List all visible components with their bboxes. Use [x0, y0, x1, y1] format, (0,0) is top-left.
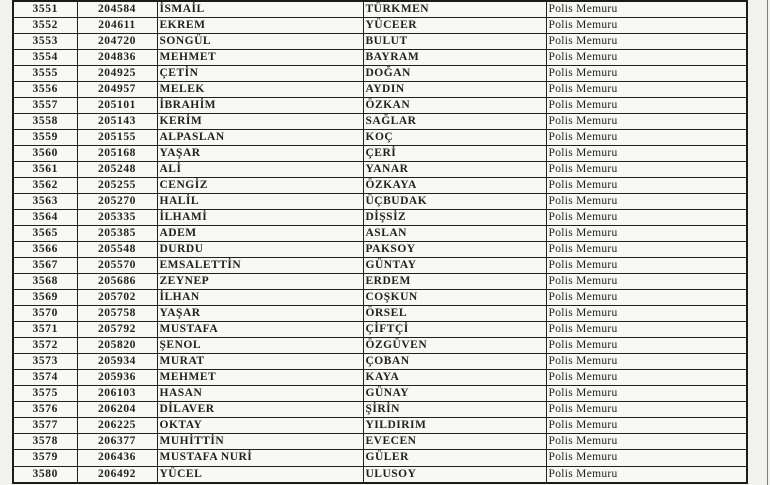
personnel-table-body [13, 1, 747, 483]
title-cell: Polis Memuru [546, 34, 747, 50]
row-number-cell: 3551 [13, 1, 77, 18]
first-name-cell: MEHMET [157, 370, 363, 386]
first-name-cell: MURAT [157, 354, 363, 370]
last-name-cell: TÜRKMEN [363, 1, 546, 18]
title-cell: Polis Memuru [546, 370, 747, 386]
title-cell: Polis Memuru [546, 338, 747, 354]
title-cell: Polis Memuru [546, 178, 747, 194]
table-row [13, 178, 747, 194]
title-cell: Polis Memuru [546, 434, 747, 450]
title-cell: Polis Memuru [546, 114, 747, 130]
title-cell: Polis Memuru [546, 466, 747, 483]
title-cell: Polis Memuru [546, 418, 747, 434]
row-number-cell: 3568 [13, 274, 77, 290]
title-cell: Polis Memuru [546, 386, 747, 402]
table-row [13, 18, 747, 34]
row-number-cell: 3562 [13, 178, 77, 194]
row-number-cell: 3573 [13, 354, 77, 370]
last-name-cell: ULUSOY [363, 466, 546, 483]
row-number-cell: 3574 [13, 370, 77, 386]
row-number-cell: 3578 [13, 434, 77, 450]
table-row [13, 34, 747, 50]
row-number-cell: 3564 [13, 210, 77, 226]
table-row [13, 338, 747, 354]
last-name-cell: ÜÇBUDAK [363, 194, 546, 210]
registration-number-cell: 205168 [77, 146, 157, 162]
last-name-cell: DİŞSİZ [363, 210, 546, 226]
row-number-cell: 3567 [13, 258, 77, 274]
table-row [13, 258, 747, 274]
row-number-cell: 3558 [13, 114, 77, 130]
first-name-cell: MEHMET [157, 50, 363, 66]
first-name-cell: YAŞAR [157, 146, 363, 162]
registration-number-cell: 204957 [77, 82, 157, 98]
last-name-cell: SAĞLAR [363, 114, 546, 130]
row-number-cell: 3577 [13, 418, 77, 434]
table-row [13, 1, 747, 18]
registration-number-cell: 205548 [77, 242, 157, 258]
registration-number-cell: 204720 [77, 34, 157, 50]
last-name-cell: ERDEM [363, 274, 546, 290]
table-row [13, 370, 747, 386]
title-cell: Polis Memuru [546, 50, 747, 66]
first-name-cell: EMSALETTİN [157, 258, 363, 274]
title-cell: Polis Memuru [546, 18, 747, 34]
table-row [13, 130, 747, 146]
last-name-cell: ÇİFTÇİ [363, 322, 546, 338]
table-row [13, 66, 747, 82]
table-row [13, 322, 747, 338]
first-name-cell: MELEK [157, 82, 363, 98]
table-row [13, 402, 747, 418]
table-row [13, 306, 747, 322]
registration-number-cell: 206436 [77, 450, 157, 466]
table-row [13, 50, 747, 66]
row-number-cell: 3569 [13, 290, 77, 306]
row-number-cell: 3559 [13, 130, 77, 146]
registration-number-cell: 205155 [77, 130, 157, 146]
last-name-cell: KAYA [363, 370, 546, 386]
first-name-cell: MUSTAFA NURİ [157, 450, 363, 466]
first-name-cell: HASAN [157, 386, 363, 402]
registration-number-cell: 206492 [77, 466, 157, 483]
last-name-cell: ŞİRİN [363, 402, 546, 418]
last-name-cell: GÜNAY [363, 386, 546, 402]
last-name-cell: ÖZKAYA [363, 178, 546, 194]
table-row [13, 466, 747, 483]
first-name-cell: YÜCEL [157, 466, 363, 483]
registration-number-cell: 205820 [77, 338, 157, 354]
last-name-cell: GÜLER [363, 450, 546, 466]
first-name-cell: MUHİTTİN [157, 434, 363, 450]
table-row [13, 162, 747, 178]
first-name-cell: ALPASLAN [157, 130, 363, 146]
registration-number-cell: 204836 [77, 50, 157, 66]
first-name-cell: ALİ [157, 162, 363, 178]
last-name-cell: BULUT [363, 34, 546, 50]
title-cell: Polis Memuru [546, 306, 747, 322]
table-row [13, 290, 747, 306]
table-row [13, 98, 747, 114]
first-name-cell: ZEYNEP [157, 274, 363, 290]
registration-number-cell: 206377 [77, 434, 157, 450]
title-cell: Polis Memuru [546, 66, 747, 82]
last-name-cell: ASLAN [363, 226, 546, 242]
last-name-cell: YANAR [363, 162, 546, 178]
last-name-cell: EVECEN [363, 434, 546, 450]
first-name-cell: İLHAMİ [157, 210, 363, 226]
last-name-cell: AYDIN [363, 82, 546, 98]
registration-number-cell: 205570 [77, 258, 157, 274]
title-cell: Polis Memuru [546, 1, 747, 18]
table-row [13, 226, 747, 242]
row-number-cell: 3570 [13, 306, 77, 322]
table-row [13, 386, 747, 402]
title-cell: Polis Memuru [546, 146, 747, 162]
registration-number-cell: 204925 [77, 66, 157, 82]
last-name-cell: KOÇ [363, 130, 546, 146]
registration-number-cell: 205248 [77, 162, 157, 178]
scan-page-edge-line [767, 0, 769, 485]
personnel-table [12, 0, 748, 484]
first-name-cell: CENGİZ [157, 178, 363, 194]
registration-number-cell: 205270 [77, 194, 157, 210]
registration-number-cell: 206103 [77, 386, 157, 402]
last-name-cell: ÖRSEL [363, 306, 546, 322]
first-name-cell: ADEM [157, 226, 363, 242]
registration-number-cell: 206225 [77, 418, 157, 434]
first-name-cell: HALİL [157, 194, 363, 210]
title-cell: Polis Memuru [546, 194, 747, 210]
table-row [13, 242, 747, 258]
registration-number-cell: 205936 [77, 370, 157, 386]
first-name-cell: ŞENOL [157, 338, 363, 354]
registration-number-cell: 205702 [77, 290, 157, 306]
first-name-cell: İLHAN [157, 290, 363, 306]
title-cell: Polis Memuru [546, 258, 747, 274]
registration-number-cell: 205255 [77, 178, 157, 194]
row-number-cell: 3555 [13, 66, 77, 82]
table-row [13, 210, 747, 226]
table-row [13, 194, 747, 210]
title-cell: Polis Memuru [546, 210, 747, 226]
row-number-cell: 3552 [13, 18, 77, 34]
title-cell: Polis Memuru [546, 354, 747, 370]
last-name-cell: ÇOBAN [363, 354, 546, 370]
registration-number-cell: 205335 [77, 210, 157, 226]
first-name-cell: YAŞAR [157, 306, 363, 322]
row-number-cell: 3557 [13, 98, 77, 114]
title-cell: Polis Memuru [546, 162, 747, 178]
row-number-cell: 3572 [13, 338, 77, 354]
title-cell: Polis Memuru [546, 226, 747, 242]
registration-number-cell: 205101 [77, 98, 157, 114]
registration-number-cell: 205143 [77, 114, 157, 130]
first-name-cell: SONGÜL [157, 34, 363, 50]
first-name-cell: İSMAİL [157, 1, 363, 18]
table-row [13, 434, 747, 450]
table-row [13, 274, 747, 290]
title-cell: Polis Memuru [546, 130, 747, 146]
registration-number-cell: 205758 [77, 306, 157, 322]
table-row [13, 114, 747, 130]
last-name-cell: GÜNTAY [363, 258, 546, 274]
registration-number-cell: 204611 [77, 18, 157, 34]
row-number-cell: 3560 [13, 146, 77, 162]
row-number-cell: 3576 [13, 402, 77, 418]
title-cell: Polis Memuru [546, 322, 747, 338]
first-name-cell: MUSTAFA [157, 322, 363, 338]
registration-number-cell: 205686 [77, 274, 157, 290]
row-number-cell: 3575 [13, 386, 77, 402]
table-row [13, 418, 747, 434]
title-cell: Polis Memuru [546, 402, 747, 418]
registration-number-cell: 206204 [77, 402, 157, 418]
title-cell: Polis Memuru [546, 98, 747, 114]
first-name-cell: DURDU [157, 242, 363, 258]
table-row [13, 82, 747, 98]
last-name-cell: BAYRAM [363, 50, 546, 66]
first-name-cell: ÇETİN [157, 66, 363, 82]
row-number-cell: 3565 [13, 226, 77, 242]
last-name-cell: COŞKUN [363, 290, 546, 306]
last-name-cell: ÖZKAN [363, 98, 546, 114]
registration-number-cell: 204584 [77, 1, 157, 18]
title-cell: Polis Memuru [546, 242, 747, 258]
row-number-cell: 3566 [13, 242, 77, 258]
last-name-cell: YILDIRIM [363, 418, 546, 434]
table-row [13, 354, 747, 370]
first-name-cell: İBRAHİM [157, 98, 363, 114]
last-name-cell: YÜCEER [363, 18, 546, 34]
row-number-cell: 3563 [13, 194, 77, 210]
registration-number-cell: 205934 [77, 354, 157, 370]
row-number-cell: 3554 [13, 50, 77, 66]
title-cell: Polis Memuru [546, 274, 747, 290]
row-number-cell: 3580 [13, 466, 77, 483]
row-number-cell: 3553 [13, 34, 77, 50]
row-number-cell: 3571 [13, 322, 77, 338]
table-row [13, 450, 747, 466]
row-number-cell: 3556 [13, 82, 77, 98]
table-row [13, 146, 747, 162]
last-name-cell: ÖZGÜVEN [363, 338, 546, 354]
first-name-cell: KERİM [157, 114, 363, 130]
registration-number-cell: 205792 [77, 322, 157, 338]
last-name-cell: DOĞAN [363, 66, 546, 82]
title-cell: Polis Memuru [546, 82, 747, 98]
row-number-cell: 3579 [13, 450, 77, 466]
last-name-cell: PAKSOY [363, 242, 546, 258]
row-number-cell: 3561 [13, 162, 77, 178]
registration-number-cell: 205385 [77, 226, 157, 242]
last-name-cell: ÇERİ [363, 146, 546, 162]
first-name-cell: EKREM [157, 18, 363, 34]
first-name-cell: DİLAVER [157, 402, 363, 418]
first-name-cell: OKTAY [157, 418, 363, 434]
title-cell: Polis Memuru [546, 450, 747, 466]
title-cell: Polis Memuru [546, 290, 747, 306]
